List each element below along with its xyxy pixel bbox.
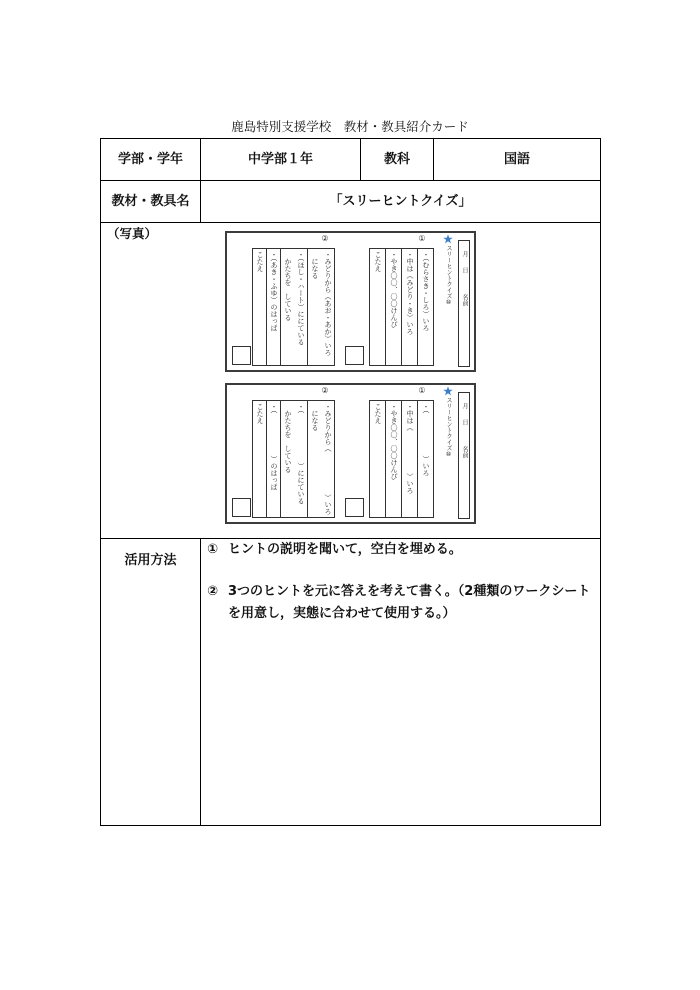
question-frame	[252, 248, 335, 366]
hint-block	[266, 249, 280, 365]
answer-label: こたえ	[256, 251, 264, 272]
document-title: 鹿島特別支援学校 教材・教具紹介カード	[231, 119, 469, 134]
hint-line: ・みどりから（あお・あか）いろ	[324, 251, 332, 356]
question-number: ①	[418, 386, 426, 395]
usage-text: ヒントの説明を聞いて，空白を埋める。	[228, 542, 462, 557]
grade-label: 学部・学年	[117, 151, 183, 167]
usage-marker: ①	[207, 542, 219, 557]
name-label: 名前	[461, 446, 468, 458]
answer-box	[232, 498, 251, 517]
grade-value: 中学部１年	[247, 151, 313, 167]
hint-line: ・やき〇〇、〇〇けんぴ	[390, 251, 398, 328]
subject-value-cell	[434, 139, 601, 181]
hint-line: ・みどりから（ ）いろ	[324, 403, 332, 515]
material-label: 教材・教具名	[111, 193, 190, 209]
question-frame	[369, 400, 434, 518]
usage-text: 3つのヒントを元に答えを考えて書く。（2種類のワークシートを用意し，実態に合わせて使用する。）	[228, 584, 591, 621]
answer-box	[345, 498, 364, 517]
quiz-title: スリーヒントクイズ⑩	[445, 245, 452, 306]
month-label: 月	[461, 403, 468, 409]
hint-line: かたちを している	[284, 258, 292, 321]
subject-value: 国語	[503, 151, 530, 167]
hint-block	[385, 401, 401, 517]
answer-box	[232, 346, 251, 365]
date-name-box	[458, 240, 470, 367]
hint-line: ・（ ）いろ	[422, 403, 430, 477]
usage-label-cell	[101, 539, 201, 826]
usage-content	[201, 539, 601, 826]
hint-line: ・やき〇〇、〇〇けんぴ	[390, 403, 398, 480]
grade-value-cell	[201, 139, 361, 181]
usage-item	[207, 539, 596, 561]
month-label: 月	[461, 251, 468, 257]
question-number: ②	[321, 386, 329, 395]
answer-label: こたえ	[374, 403, 382, 424]
subject-label: 教科	[383, 151, 410, 167]
worksheet-photo-blank	[225, 383, 476, 524]
grade-label-cell	[101, 139, 201, 181]
answer-box	[345, 346, 364, 365]
hint-block	[385, 249, 401, 365]
date-name-box	[458, 392, 470, 519]
hint-line: ・中は（みどり・き）いろ	[406, 251, 414, 335]
hint-block	[307, 249, 334, 365]
photo-section	[101, 223, 601, 539]
material-card-table	[100, 138, 601, 826]
answer-label: こたえ	[256, 403, 264, 424]
worksheet-photo-filled	[225, 231, 476, 372]
hint-line: になる	[311, 258, 319, 279]
hint-line: ・（あき・ふゆ）のはっぱ	[270, 251, 278, 332]
usage-label: 活用方法	[124, 553, 177, 568]
usage-item	[207, 581, 596, 625]
material-label-cell	[101, 181, 201, 223]
question-number: ②	[321, 234, 329, 243]
hint-line: かたちを している	[284, 410, 292, 473]
day-label: 日	[461, 419, 468, 425]
hint-block	[280, 401, 307, 517]
material-value-cell	[201, 181, 601, 223]
hint-block	[266, 401, 280, 517]
subject-label-cell	[361, 139, 434, 181]
question-number: ①	[418, 234, 426, 243]
hint-line: ・（むらさき・しろ）いろ	[422, 251, 430, 332]
hint-line: ・中は（ ）いろ	[406, 403, 414, 494]
star-icon	[443, 234, 453, 244]
question-frame	[252, 400, 335, 518]
hint-line: ・（ ）のはっぱ	[270, 403, 278, 491]
star-icon	[443, 386, 453, 396]
quiz-title: スリーヒントクイズ⑩	[445, 397, 452, 458]
hint-block	[417, 249, 433, 365]
hint-block	[307, 401, 334, 517]
hint-block	[401, 401, 417, 517]
material-value: 「スリーヒントクイズ」	[329, 193, 472, 209]
usage-marker: ②	[207, 584, 219, 599]
hint-line: ・（ ）ににている	[297, 403, 305, 505]
hint-line: ・（ほし・ハート）ににている	[297, 251, 305, 346]
hint-line: になる	[311, 410, 319, 431]
question-frame	[369, 248, 434, 366]
name-label: 名前	[461, 294, 468, 306]
photo-label: （写真）	[107, 226, 158, 241]
hint-block	[401, 249, 417, 365]
day-label: 日	[461, 267, 468, 273]
hint-block	[417, 401, 433, 517]
hint-block	[280, 249, 307, 365]
answer-label: こたえ	[374, 251, 382, 272]
